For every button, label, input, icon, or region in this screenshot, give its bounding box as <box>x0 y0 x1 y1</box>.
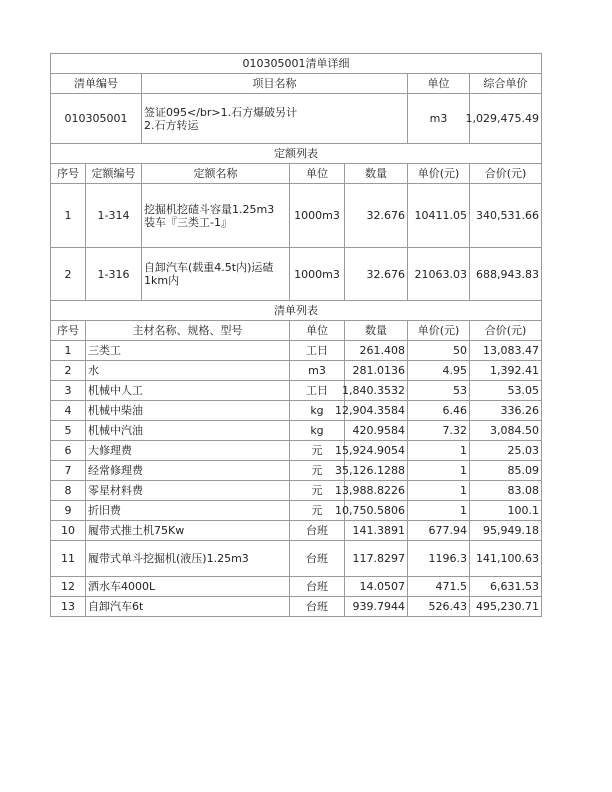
material-price: 53 <box>408 381 470 401</box>
material-row <box>51 597 542 617</box>
quota-header-code: 定额编号 <box>86 164 142 184</box>
material-row <box>51 521 542 541</box>
material-qty: 15,924.9054 <box>345 441 408 461</box>
header-bill-code: 清单编号 <box>51 74 142 94</box>
quota-unit: 1000m3 <box>290 248 345 301</box>
materials-header-unit: 单位 <box>290 321 345 341</box>
material-row <box>51 421 542 441</box>
material-row <box>51 541 542 577</box>
bill-detail-table <box>50 53 542 617</box>
material-qty: 10,750.5806 <box>345 501 408 521</box>
material-name: 机械中汽油 <box>86 421 290 441</box>
material-price: 1 <box>408 501 470 521</box>
header-unit: 单位 <box>408 74 470 94</box>
quota-no: 1 <box>51 184 86 248</box>
quota-header-total: 合价(元) <box>470 164 542 184</box>
material-unit: kg <box>290 401 345 421</box>
material-row <box>51 361 542 381</box>
material-unit: m3 <box>290 361 345 381</box>
material-total: 53.05 <box>470 381 542 401</box>
quota-name-line1: 挖掘机挖碴斗容量1.25m3 <box>144 202 275 216</box>
material-no: 9 <box>51 501 86 521</box>
composite-price: 1,029,475.49 <box>470 94 542 144</box>
material-unit: kg <box>290 421 345 441</box>
material-price: 1 <box>408 481 470 501</box>
material-total: 83.08 <box>470 481 542 501</box>
material-name: 大修理费 <box>86 441 290 461</box>
material-price: 471.5 <box>408 577 470 597</box>
materials-header-qty: 数量 <box>345 321 408 341</box>
material-no: 10 <box>51 521 86 541</box>
quota-qty: 32.676 <box>345 184 408 248</box>
material-no: 8 <box>51 481 86 501</box>
material-price: 1196.3 <box>408 541 470 577</box>
material-unit: 元 <box>290 441 345 461</box>
quota-header-name: 定额名称 <box>142 164 290 184</box>
material-no: 12 <box>51 577 86 597</box>
quota-name-line1: 自卸汽车(载重4.5t内)运碴 <box>144 261 274 274</box>
material-row <box>51 577 542 597</box>
material-qty: 13,988.8226 <box>345 481 408 501</box>
material-total: 100.1 <box>470 501 542 521</box>
materials-header-price: 单价(元) <box>408 321 470 341</box>
materials-header-name: 主材名称、规格、型号 <box>86 321 290 341</box>
material-name: 机械中柴油 <box>86 401 290 421</box>
material-price: 6.46 <box>408 401 470 421</box>
material-total: 495,230.71 <box>470 597 542 617</box>
material-total: 1,392.41 <box>470 361 542 381</box>
material-price: 50 <box>408 341 470 361</box>
quota-name-line2: 1km内 <box>144 274 180 287</box>
item-name-line2: 2.石方转运 <box>144 118 199 132</box>
material-name: 洒水车4000L <box>86 577 290 597</box>
quota-price: 10411.05 <box>408 184 470 248</box>
material-unit: 台班 <box>290 577 345 597</box>
material-total: 25.03 <box>470 441 542 461</box>
material-row <box>51 441 542 461</box>
material-price: 677.94 <box>408 521 470 541</box>
quota-header-qty: 数量 <box>345 164 408 184</box>
material-total: 141,100.63 <box>470 541 542 577</box>
item-name <box>142 94 408 144</box>
material-no: 5 <box>51 421 86 441</box>
material-qty: 14.0507 <box>345 577 408 597</box>
material-no: 2 <box>51 361 86 381</box>
material-unit: 元 <box>290 481 345 501</box>
material-unit: 元 <box>290 501 345 521</box>
quota-header-price: 单价(元) <box>408 164 470 184</box>
header-item-name: 项目名称 <box>142 74 408 94</box>
quota-name <box>142 184 290 248</box>
quota-no: 2 <box>51 248 86 301</box>
material-qty: 12,904.3584 <box>345 401 408 421</box>
material-total: 85.09 <box>470 461 542 481</box>
materials-section-title: 清单列表 <box>51 301 542 321</box>
quota-price: 21063.03 <box>408 248 470 301</box>
material-row <box>51 341 542 361</box>
quota-header-no: 序号 <box>51 164 86 184</box>
quota-total: 340,531.66 <box>470 184 542 248</box>
material-name: 机械中人工 <box>86 381 290 401</box>
material-qty: 281.0136 <box>345 361 408 381</box>
material-total: 3,084.50 <box>470 421 542 441</box>
material-total: 95,949.18 <box>470 521 542 541</box>
material-qty: 261.408 <box>345 341 408 361</box>
quota-total: 688,943.83 <box>470 248 542 301</box>
material-name: 三类工 <box>86 341 290 361</box>
material-no: 3 <box>51 381 86 401</box>
materials-header-no: 序号 <box>51 321 86 341</box>
material-row <box>51 481 542 501</box>
material-qty: 141.3891 <box>345 521 408 541</box>
material-qty: 420.9584 <box>345 421 408 441</box>
material-qty: 939.7944 <box>345 597 408 617</box>
material-name: 经常修理费 <box>86 461 290 481</box>
material-no: 1 <box>51 341 86 361</box>
header-composite-price: 综合单价 <box>470 74 542 94</box>
material-qty: 35,126.1288 <box>345 461 408 481</box>
material-price: 1 <box>408 441 470 461</box>
material-unit: 工日 <box>290 381 345 401</box>
material-unit: 台班 <box>290 597 345 617</box>
material-name: 自卸汽车6t <box>86 597 290 617</box>
material-qty: 117.8297 <box>345 541 408 577</box>
material-price: 7.32 <box>408 421 470 441</box>
material-total: 13,083.47 <box>470 341 542 361</box>
materials-header-total: 合价(元) <box>470 321 542 341</box>
material-name: 履带式单斗挖掘机(液压)1.25m3 <box>86 541 290 577</box>
material-row <box>51 381 542 401</box>
material-qty: 1,840.3532 <box>345 381 408 401</box>
material-no: 4 <box>51 401 86 421</box>
quota-section-title: 定额列表 <box>51 144 542 164</box>
quota-qty: 32.676 <box>345 248 408 301</box>
material-unit: 台班 <box>290 521 345 541</box>
material-unit: 元 <box>290 461 345 481</box>
material-price: 4.95 <box>408 361 470 381</box>
material-row <box>51 401 542 421</box>
material-total: 6,631.53 <box>470 577 542 597</box>
quota-row <box>51 248 542 301</box>
material-row <box>51 501 542 521</box>
material-unit: 工日 <box>290 341 345 361</box>
material-name: 折旧费 <box>86 501 290 521</box>
quota-name <box>142 248 290 301</box>
material-price: 526.43 <box>408 597 470 617</box>
quota-header-unit: 单位 <box>290 164 345 184</box>
quota-row <box>51 184 542 248</box>
quota-name-line2: 装车『三类工-1』 <box>144 215 232 229</box>
material-no: 13 <box>51 597 86 617</box>
bill-code: 010305001 <box>51 94 142 144</box>
bill-unit: m3 <box>408 94 470 144</box>
material-name: 履带式推土机75Kw <box>86 521 290 541</box>
quota-code: 1-316 <box>86 248 142 301</box>
item-name-line1: 签证095</br>1.石方爆破另计 <box>144 105 298 119</box>
material-name: 零星材料费 <box>86 481 290 501</box>
material-no: 6 <box>51 441 86 461</box>
material-price: 1 <box>408 461 470 481</box>
material-name: 水 <box>86 361 290 381</box>
material-unit: 台班 <box>290 541 345 577</box>
material-row <box>51 461 542 481</box>
material-no: 7 <box>51 461 86 481</box>
quota-code: 1-314 <box>86 184 142 248</box>
material-no: 11 <box>51 541 86 577</box>
material-total: 336.26 <box>470 401 542 421</box>
quota-unit: 1000m3 <box>290 184 345 248</box>
page-title: 010305001清单详细 <box>51 54 542 74</box>
